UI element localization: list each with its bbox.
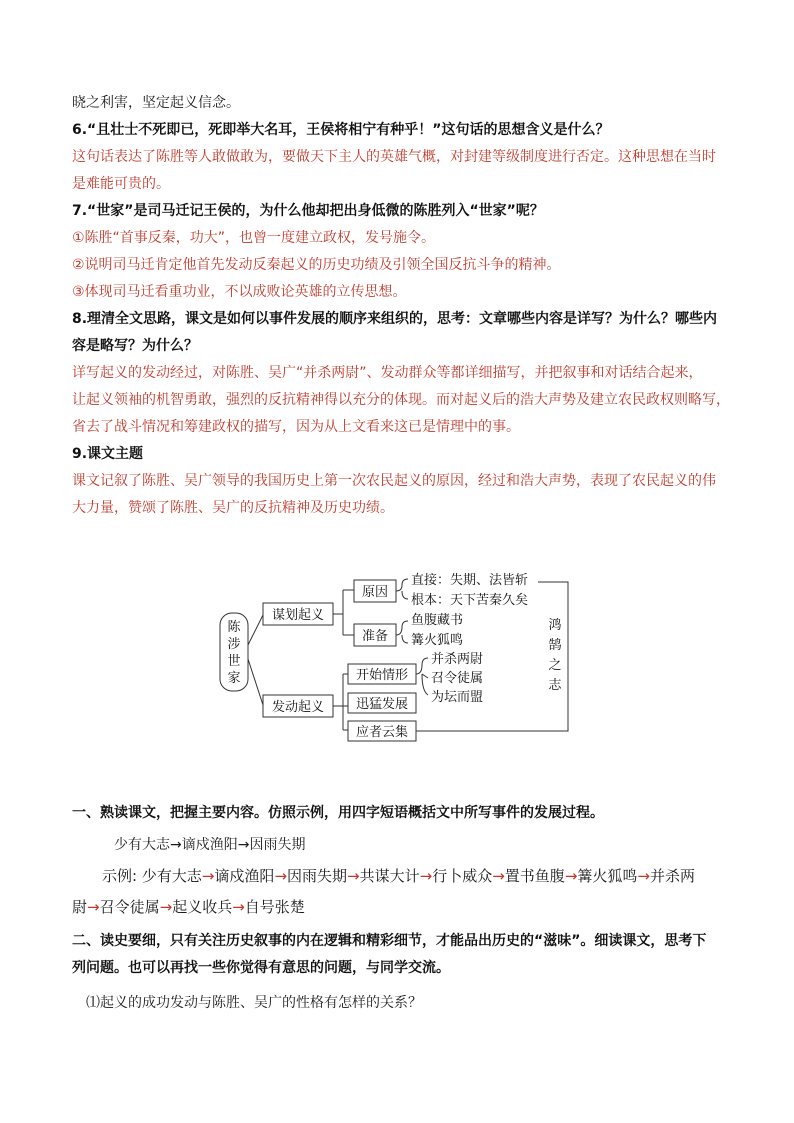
arrow: → [564,867,578,885]
respond-label: 应者云集 [355,725,409,740]
answer-item: 自号张楚 [244,898,305,916]
connector [248,659,263,705]
answer-item: 起义收兵 [172,898,233,916]
answer-9-line-1: 课文记叙了陈胜、吴广领导的我国历史上第一次农民起义的原因，经过和浩大声势，表现了农民起义的伟 [72,473,716,489]
structure-diagram [218,565,578,750]
connector [333,590,354,635]
arrow: → [637,867,650,885]
branch-plan-label: 谋划起义 [271,608,325,623]
answer-item: 并杀两 [649,867,695,885]
root-char-2: 涉 [227,637,241,652]
answer-6-line-1: 这句话表达了陈胜等人敢做敢为，要做天下主人的英雄气概，对封建等级制度进行否定。这种思想在当时 [72,149,716,165]
section-1-answer-line-2 [72,894,732,921]
answer-item: 召令徒属 [99,898,160,916]
section-2-question-1: ⑴起义的成功发动与陈胜、吴广的性格有怎样的关系？ [86,995,422,1011]
text-line: 晓之利害，坚定起义信念。 [72,95,240,111]
side-char-3: 之 [548,658,562,673]
connector [248,615,263,645]
root-char-4: 家 [227,671,241,686]
section-1-answer-line-1 [72,863,732,890]
leaf-root: 根本：天下苦秦久矣 [411,593,529,608]
question-6: 6.“且壮士不死即已，死即举大名耳，王侯将相宁有种乎！”这句话的思想含义是什么？ [72,122,610,138]
answer-7-line-3: ③体现司马迁看重功业，不以成败论英雄的立传思想。 [72,284,407,300]
section-1-example: 少有大志→谪戍渔阳→因雨失期 [114,837,306,853]
leaf-altar: 为坛而盟 [431,690,484,705]
brace [416,658,428,695]
root-char-1: 陈 [227,620,241,635]
answer-item: 共谋大计 [359,867,420,885]
start-label: 开始情形 [355,668,409,683]
section-1-heading: 一、熟读课文，把握主要内容。仿照示例，用四字短语概括文中所写事件的发展过程。 [72,805,604,821]
arrow: → [201,867,215,885]
question-7: 7.“世家”是司马迁记王侯的，为什么他却把出身低微的陈胜列入“世家”呢？ [72,203,544,219]
question-9: 9.课文主题 [72,446,144,462]
answer-6-line-2: 是难能可贵的。 [72,176,170,192]
side-char-4: 志 [548,678,562,693]
question-8-line-2: 容是略写？为什么？ [72,338,198,354]
leaf-fox: 篝火狐鸣 [411,633,464,648]
branch-launch-label: 发动起义 [271,700,325,715]
answer-9-line-2: 大力量，赞颂了陈胜、吴广的反抗精神及历史功绩。 [72,500,394,516]
answer-item: 少有大志 [141,867,202,885]
answer-item: 谪戍渔阳 [214,867,275,885]
answer-item: 行卜威众 [432,867,493,885]
answer-item: 篝火狐鸣 [577,867,638,885]
arrow: → [347,867,360,885]
answer-8-line-2: 让起义领袖的机智勇敢，强烈的反抗精神得以充分的体现。而对起义后的浩大声势及建立农民政权则略写， [72,392,730,408]
side-char-1: 鸿 [548,618,562,633]
brace [396,621,408,643]
answer-item: 因雨失期 [287,867,348,885]
develop-label: 迅猛发展 [355,697,409,712]
question-8-line-1: 8.理清全文思路，课文是如何以事件发展的顺序来组织的，思考：文章哪些内容是详写？为什么？哪些内 [72,311,718,327]
answer-item: 尉 [72,898,88,916]
leaf-fish: 鱼腹藏书 [411,613,464,628]
arrow: → [232,898,245,916]
answer-8-line-1: 详写起义的发动经过，对陈胜、吴广“并杀两尉”、发动群众等都详细描写，并把叙事和对话结合起来， [72,365,703,381]
arrow: → [419,867,433,885]
arrow: → [87,898,100,916]
arrow: → [159,898,173,916]
structure-diagram-svg [218,565,578,750]
section-2-heading-line-2: 列问题。也可以再找一些你觉得有意思的问题，与同学交流。 [72,960,450,976]
reason-label: 原因 [361,585,389,600]
arrow: → [274,867,288,885]
leaf-summon: 召令徒属 [431,671,484,686]
answer-8-line-3: 省去了战斗情况和筹建政权的描写，因为从上文看来这已是情理中的事。 [72,419,520,435]
leaf-kill: 并杀两尉 [431,652,484,667]
answer-prefix: 示例: [102,867,142,885]
answer-7-line-1: ①陈胜“首事反秦，功大”，也曾一度建立政权，发号施令。 [72,230,436,246]
prepare-label: 准备 [361,629,389,644]
connector [333,674,348,730]
brace [396,579,408,599]
root-char-3: 世 [227,654,241,669]
answer-item: 置书鱼腹 [504,867,565,885]
leaf-direct: 直接：失期、法皆斩 [411,573,529,588]
answer-7-line-2: ②说明司马迁肯定他首先发动反秦起义的历史功绩及引领全国反抗斗争的精神。 [72,257,561,273]
arrow: → [492,867,505,885]
section-2-heading-line-1: 二、读史要细，只有关注历史叙事的内在逻辑和精彩细节，才能品出历史的“滋味”。细读课文，思考下 [72,933,707,949]
side-char-2: 鹄 [548,638,562,653]
